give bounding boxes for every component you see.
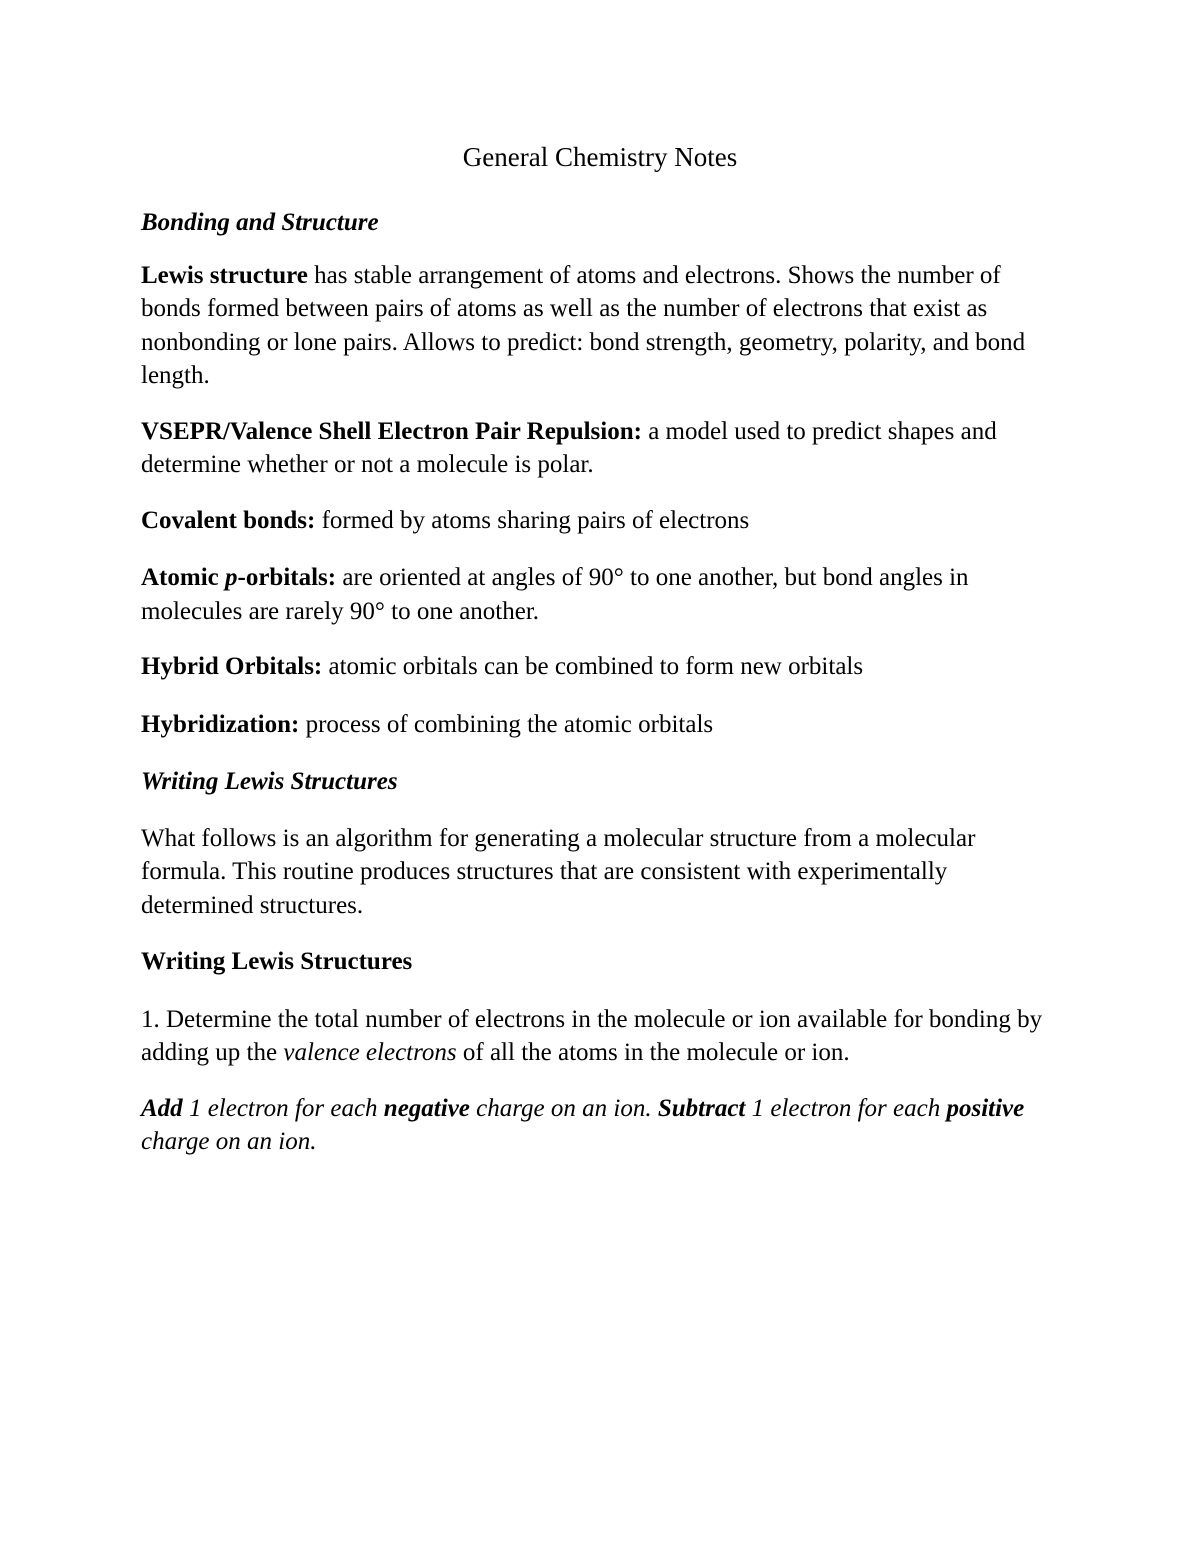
- term-atomic-p: p: [225, 564, 238, 591]
- paragraph-vsepr: [141, 415, 1061, 482]
- definition-hybridization: process of combining the atomic orbitals: [299, 710, 714, 738]
- paragraph-lewis-structure: [141, 259, 1061, 393]
- paragraph-step-1: [141, 1003, 1061, 1070]
- term-atomic-suffix: -orbitals:: [237, 564, 337, 591]
- definition-atomic-p-orbitals: are oriented at angles of 90° to one another, but bond angles in molecules are rarely 90° to one another.: [141, 564, 969, 625]
- term-vsepr: VSEPR/Valence Shell Electron Pair Repulsion:: [141, 417, 642, 445]
- document-title: General Chemistry Notes: [462, 142, 738, 172]
- note-part-2: charge on an ion.: [469, 1094, 658, 1122]
- term-covalent-bonds: Covalent bonds:: [141, 506, 316, 534]
- document-body: [141, 206, 1061, 1159]
- section-heading-writing: Writing Lewis Structures: [141, 768, 398, 795]
- definition-hybrid-orbitals: atomic orbitals can be combined to form new orbitals: [322, 653, 864, 680]
- term-hybrid-orbitals: Hybrid Orbitals:: [141, 653, 323, 680]
- definition-covalent-bonds: formed by atoms sharing pairs of electrons: [315, 506, 750, 534]
- paragraph-atomic-p-orbitals: [141, 561, 1061, 628]
- note-add: Add: [141, 1094, 183, 1122]
- subheading-writing-lewis: Writing Lewis Structures: [141, 948, 413, 975]
- note-subtract: Subtract: [657, 1094, 746, 1122]
- step-1-valence-electrons: valence electrons: [283, 1039, 457, 1066]
- step-1-text-after: of all the atoms in the molecule or ion.: [456, 1039, 850, 1066]
- term-lewis-structure: Lewis structure: [141, 261, 308, 289]
- paragraph-algorithm-intro: What follows is an algorithm for generating a molecular structure from a molecular formula. This routine produces structures that are consistent with experimentally determined structures.: [141, 824, 976, 919]
- paragraph-hybridization: [141, 708, 1061, 742]
- section-heading-bonding: Bonding and Structure: [141, 209, 379, 236]
- note-part-4: charge on an ion.: [141, 1128, 317, 1155]
- paragraph-hybrid-orbitals: [141, 650, 1061, 684]
- definition-vsepr: a model used to predict shapes and determine whether or not a molecule is polar.: [141, 417, 997, 478]
- note-positive: positive: [946, 1094, 1025, 1122]
- term-hybridization: Hybridization:: [141, 710, 300, 738]
- term-atomic-prefix: Atomic: [141, 564, 225, 591]
- paragraph-covalent-bonds: [141, 504, 1061, 538]
- step-1-text-before: 1. Determine the total number of electrons in the molecule or ion available for bonding by adding up the: [141, 1005, 1043, 1066]
- definition-lewis-structure: has stable arrangement of atoms and electrons. Shows the number of bonds formed between pairs of atoms as well as the number of electrons that exist as nonbonding or lone pairs. Allows to predict: bond strength, geometry, polarity, and bond length.: [141, 261, 1026, 389]
- note-negative: negative: [383, 1094, 470, 1122]
- paragraph-charge-note: [141, 1092, 1061, 1159]
- note-part-1: 1 electron for each: [182, 1094, 384, 1122]
- note-part-3: 1 electron for each: [745, 1094, 947, 1122]
